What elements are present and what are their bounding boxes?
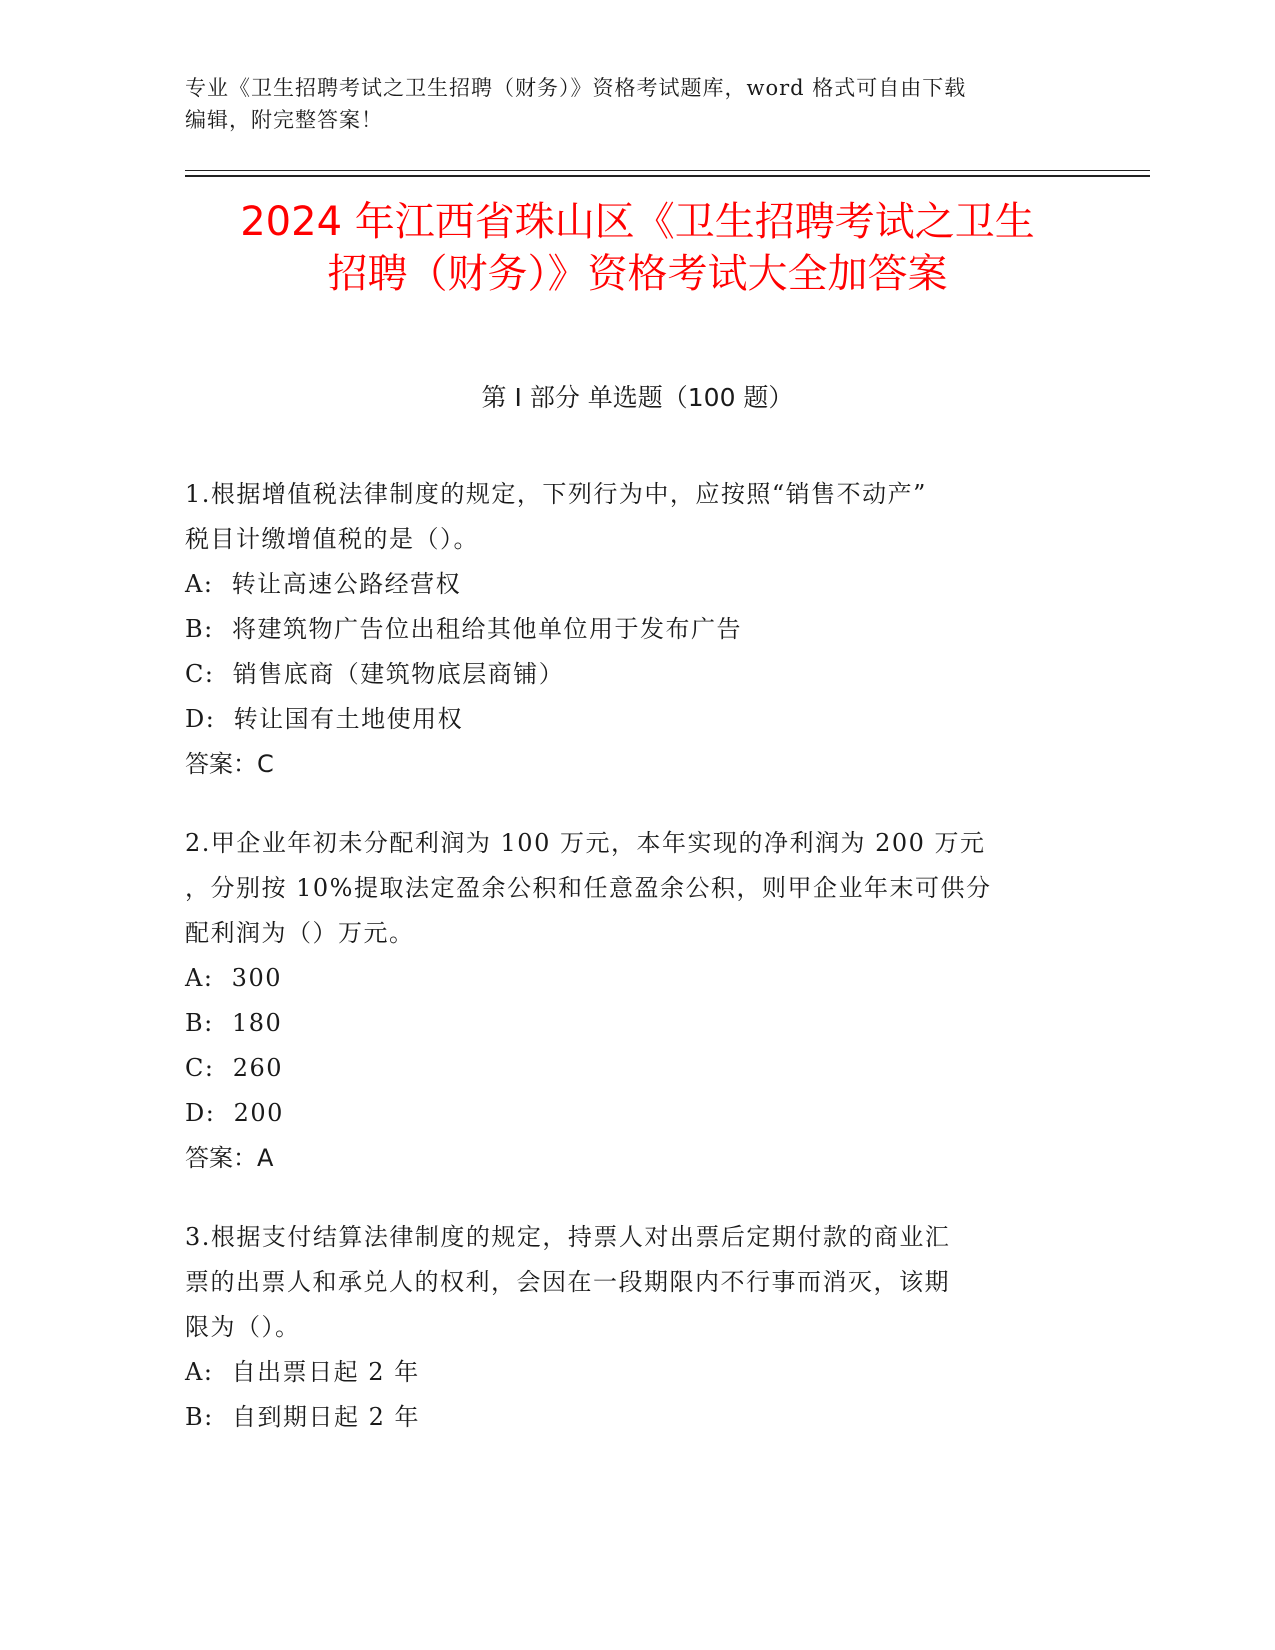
question-stem-line: 税目计缴增值税的是（）。: [185, 525, 479, 553]
header-note-line: 编辑，附完整答案！: [185, 108, 383, 132]
header-note-line: 专业《卫生招聘考试之卫生招聘（财务）》资格考试题库，word 格式可自由下载: [185, 76, 967, 100]
header-note: [185, 72, 1085, 136]
question-stem-line: 2.甲企业年初未分配利润为 100 万元，本年实现的净利润为 200 万元: [185, 829, 986, 857]
question-stem-line: 3.根据支付结算法律制度的规定，持票人对出票后定期付款的商业汇: [185, 1223, 951, 1251]
option-d: D: 转让国有土地使用权: [185, 705, 464, 733]
option-a: A: 300: [185, 964, 282, 992]
option-b: B: 自到期日起 2 年: [185, 1403, 421, 1431]
header-divider-thick: [185, 175, 1150, 177]
option-c: C: 销售底商（建筑物底层商铺）: [185, 660, 565, 688]
option-b: B: 180: [185, 1009, 283, 1037]
question-stem-line: ，分别按 10%提取法定盈余公积和任意盈余公积，则甲企业年末可供分: [185, 874, 992, 902]
question-stem-line: 票的出票人和承兑人的权利，会因在一段期限内不行事而消灭，该期: [185, 1268, 950, 1296]
answer: 答案：C: [185, 750, 274, 778]
option-a: A: 转让高速公路经营权: [185, 570, 462, 598]
option-b: B: 将建筑物广告位出租给其他单位用于发布广告: [185, 615, 742, 643]
document-title: [160, 196, 1115, 300]
section-title: 第 I 部分 单选题（100 题）: [481, 383, 794, 412]
question-stem-line: 1.根据增值税法律制度的规定，下列行为中，应按照“销售不动产”: [185, 480, 927, 508]
option-a: A: 自出票日起 2 年: [185, 1358, 420, 1386]
option-d: D: 200: [185, 1099, 284, 1127]
question-stem-line: 限为（）。: [185, 1313, 301, 1341]
document-title-line: 招聘（财务）》资格考试大全加答案: [327, 251, 948, 297]
question-3: [185, 1215, 1085, 1440]
question-list: [185, 472, 1085, 1474]
header-divider-thin: [185, 170, 1150, 171]
option-c: C: 260: [185, 1054, 284, 1082]
answer: 答案：A: [185, 1144, 274, 1172]
question-1: [185, 472, 1085, 787]
question-2: [185, 821, 1085, 1181]
question-stem-line: 配利润为（）万元。: [185, 919, 415, 947]
document-title-line: 2024 年江西省珠山区《卫生招聘考试之卫生: [240, 199, 1035, 245]
